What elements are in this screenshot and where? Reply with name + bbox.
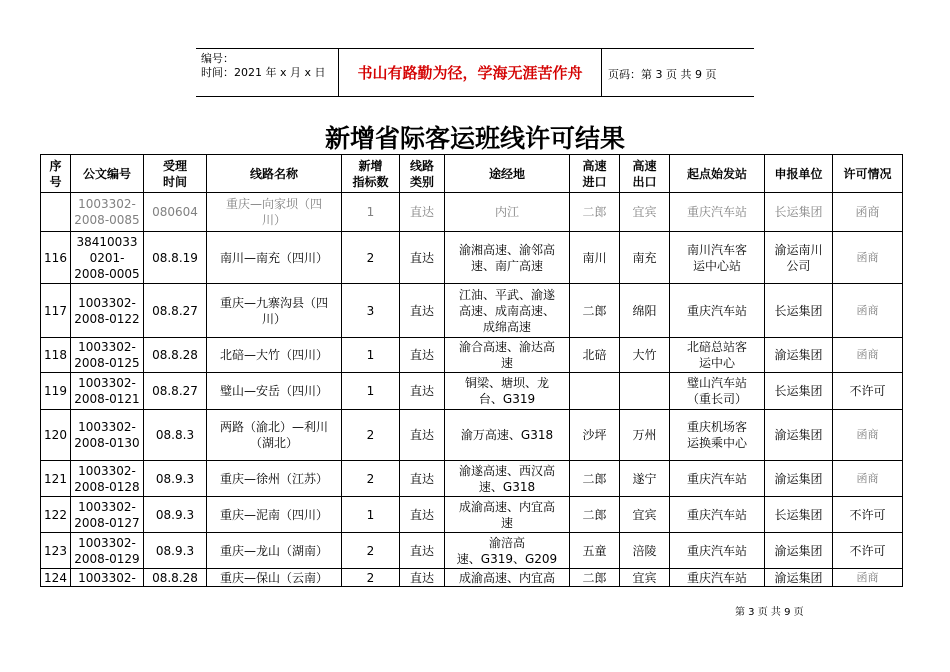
table-row <box>41 373 903 410</box>
highway-exit <box>620 373 670 410</box>
highway-exit: 涪陵 <box>620 533 670 569</box>
via-places: 成渝高速、内宜高 速 <box>445 497 570 533</box>
accept-date: 08.9.3 <box>144 497 207 533</box>
column-header: 受理 时间 <box>144 155 207 193</box>
permit-result: 函商 <box>833 461 903 497</box>
applicant-unit: 长运集团 <box>765 497 833 533</box>
via-places: 渝万高速、G318 <box>445 410 570 461</box>
applicant-unit: 渝运集团 <box>765 533 833 569</box>
row-number: 119 <box>41 373 71 410</box>
applicant-unit: 渝运集团 <box>765 569 833 587</box>
origin-station: 重庆汽车站 <box>670 284 765 338</box>
highway-exit: 大竹 <box>620 338 670 373</box>
accept-date: 080604 <box>144 193 207 232</box>
origin-station: 璧山汽车站 （重长司） <box>670 373 765 410</box>
accept-date: 08.8.28 <box>144 338 207 373</box>
document-number: 1003302- 2008-0085 <box>71 193 144 232</box>
column-header: 起点始发站 <box>670 155 765 193</box>
quota-count: 2 <box>342 461 400 497</box>
highway-exit: 万州 <box>620 410 670 461</box>
permit-result: 不许可 <box>833 373 903 410</box>
table-row <box>41 497 903 533</box>
accept-date: 08.8.28 <box>144 569 207 587</box>
via-places: 江油、平武、渝遂 高速、成南高速、 成绵高速 <box>445 284 570 338</box>
permit-result: 函商 <box>833 338 903 373</box>
row-number: 120 <box>41 410 71 461</box>
applicant-unit: 渝运南川 公司 <box>765 232 833 284</box>
document-number: 1003302- 2008-0129 <box>71 533 144 569</box>
via-places: 内江 <box>445 193 570 232</box>
column-header: 序 号 <box>41 155 71 193</box>
highway-exit: 宜宾 <box>620 497 670 533</box>
via-places: 铜梁、塘坝、龙 台、G319 <box>445 373 570 410</box>
quota-count: 1 <box>342 497 400 533</box>
document-number: 1003302- 2008-0128 <box>71 461 144 497</box>
column-header: 高速 出口 <box>620 155 670 193</box>
column-header: 公文编号 <box>71 155 144 193</box>
route-type: 直达 <box>400 338 445 373</box>
highway-entry: 北碚 <box>570 338 620 373</box>
highway-entry: 二郎 <box>570 497 620 533</box>
table-row <box>41 569 903 587</box>
accept-date: 08.9.3 <box>144 461 207 497</box>
via-places: 渝涪高 速、G319、G209 <box>445 533 570 569</box>
quota-count: 2 <box>342 232 400 284</box>
applicant-unit: 渝运集团 <box>765 410 833 461</box>
origin-station: 重庆汽车站 <box>670 497 765 533</box>
via-places: 渝湘高速、渝邻高 速、南广高速 <box>445 232 570 284</box>
page-header <box>196 48 754 97</box>
column-header: 申报单位 <box>765 155 833 193</box>
quota-count: 3 <box>342 284 400 338</box>
row-number: 116 <box>41 232 71 284</box>
page-title: 新增省际客运班线许可结果 <box>324 124 625 153</box>
accept-date: 08.8.3 <box>144 410 207 461</box>
route-type: 直达 <box>400 497 445 533</box>
origin-station: 重庆汽车站 <box>670 533 765 569</box>
highway-entry: 二郎 <box>570 461 620 497</box>
origin-station: 重庆汽车站 <box>670 193 765 232</box>
applicant-unit: 长运集团 <box>765 284 833 338</box>
route-name: 北碚—大竹（四川） <box>207 338 342 373</box>
row-number: 122 <box>41 497 71 533</box>
route-name: 璧山—安岳（四川） <box>207 373 342 410</box>
route-name: 重庆—徐州（江苏） <box>207 461 342 497</box>
route-type: 直达 <box>400 410 445 461</box>
highway-entry: 五童 <box>570 533 620 569</box>
highway-exit: 遂宁 <box>620 461 670 497</box>
permit-result: 函商 <box>833 410 903 461</box>
route-name: 重庆—向家坝（四 川） <box>207 193 342 232</box>
permit-results-table <box>40 154 903 587</box>
route-name: 南川—南充（四川） <box>207 232 342 284</box>
route-type: 直达 <box>400 284 445 338</box>
accept-date: 08.9.3 <box>144 533 207 569</box>
column-header: 途经地 <box>445 155 570 193</box>
document-number: 1003302- <box>71 569 144 587</box>
table-row <box>41 338 903 373</box>
route-type: 直达 <box>400 193 445 232</box>
route-name: 两路（渝北）—利川 （湖北） <box>207 410 342 461</box>
table-header-row <box>41 155 903 193</box>
code-label: 编号： <box>201 52 234 65</box>
table-row <box>41 284 903 338</box>
row-number: 124 <box>41 569 71 587</box>
origin-station: 重庆汽车站 <box>670 569 765 587</box>
origin-station: 北碚总站客 运中心 <box>670 338 765 373</box>
applicant-unit: 渝运集团 <box>765 461 833 497</box>
highway-entry <box>570 373 620 410</box>
highway-entry: 沙坪 <box>570 410 620 461</box>
table-row <box>41 193 903 232</box>
time-label: 时间：2021 年 x 月 x 日 <box>201 66 326 79</box>
permit-result: 函商 <box>833 193 903 232</box>
permit-result: 不许可 <box>833 497 903 533</box>
via-places: 成渝高速、内宜高 <box>445 569 570 587</box>
row-number: 117 <box>41 284 71 338</box>
highway-exit: 绵阳 <box>620 284 670 338</box>
page-number-label: 页码：第 3 页 共 9 页 <box>608 68 717 81</box>
quota-count: 2 <box>342 410 400 461</box>
column-header: 线路名称 <box>207 155 342 193</box>
quota-count: 1 <box>342 193 400 232</box>
origin-station: 南川汽车客 运中心站 <box>670 232 765 284</box>
document-number: 1003302- 2008-0125 <box>71 338 144 373</box>
origin-station: 重庆汽车站 <box>670 461 765 497</box>
document-number: 1003302- 2008-0121 <box>71 373 144 410</box>
table-row <box>41 410 903 461</box>
highway-entry: 二郎 <box>570 193 620 232</box>
accept-date: 08.8.19 <box>144 232 207 284</box>
highway-exit: 南充 <box>620 232 670 284</box>
permit-result: 函商 <box>833 232 903 284</box>
route-name: 重庆—泥南（四川） <box>207 497 342 533</box>
column-header: 新增 指标数 <box>342 155 400 193</box>
table-row <box>41 232 903 284</box>
highway-exit: 宜宾 <box>620 193 670 232</box>
origin-station: 重庆机场客 运换乘中心 <box>670 410 765 461</box>
route-name: 重庆—龙山（湖南） <box>207 533 342 569</box>
route-name: 重庆—九寨沟县（四 川） <box>207 284 342 338</box>
column-header: 线路 类别 <box>400 155 445 193</box>
document-number: 1003302- 2008-0130 <box>71 410 144 461</box>
column-header: 许可情况 <box>833 155 903 193</box>
via-places: 渝合高速、渝达高 速 <box>445 338 570 373</box>
row-number <box>41 193 71 232</box>
table-row <box>41 533 903 569</box>
highway-entry: 二郎 <box>570 284 620 338</box>
quota-count: 2 <box>342 569 400 587</box>
highway-entry: 南川 <box>570 232 620 284</box>
applicant-unit: 长运集团 <box>765 193 833 232</box>
motto: 书山有路勤为径，学海无涯苦作舟 <box>338 49 602 96</box>
permit-result: 不许可 <box>833 533 903 569</box>
row-number: 118 <box>41 338 71 373</box>
row-number: 121 <box>41 461 71 497</box>
via-places: 渝遂高速、西汉高 速、G318 <box>445 461 570 497</box>
table-row <box>41 461 903 497</box>
route-type: 直达 <box>400 373 445 410</box>
route-type: 直达 <box>400 533 445 569</box>
quota-count: 1 <box>342 373 400 410</box>
accept-date: 08.8.27 <box>144 284 207 338</box>
document-number: 1003302- 2008-0127 <box>71 497 144 533</box>
quota-count: 1 <box>342 338 400 373</box>
accept-date: 08.8.27 <box>144 373 207 410</box>
permit-result: 函商 <box>833 284 903 338</box>
row-number: 123 <box>41 533 71 569</box>
document-number: 38410033 0201- 2008-0005 <box>71 232 144 284</box>
permit-result: 函商 <box>833 569 903 587</box>
table-body <box>41 193 903 587</box>
page-footer: 第 3 页 共 9 页 <box>735 607 804 618</box>
header-info <box>201 52 326 80</box>
document-number: 1003302- 2008-0122 <box>71 284 144 338</box>
column-header: 高速 进口 <box>570 155 620 193</box>
quota-count: 2 <box>342 533 400 569</box>
applicant-unit: 长运集团 <box>765 373 833 410</box>
route-name: 重庆—保山（云南） <box>207 569 342 587</box>
highway-entry: 二郎 <box>570 569 620 587</box>
applicant-unit: 渝运集团 <box>765 338 833 373</box>
route-type: 直达 <box>400 461 445 497</box>
route-type: 直达 <box>400 232 445 284</box>
route-type: 直达 <box>400 569 445 587</box>
highway-exit: 宜宾 <box>620 569 670 587</box>
